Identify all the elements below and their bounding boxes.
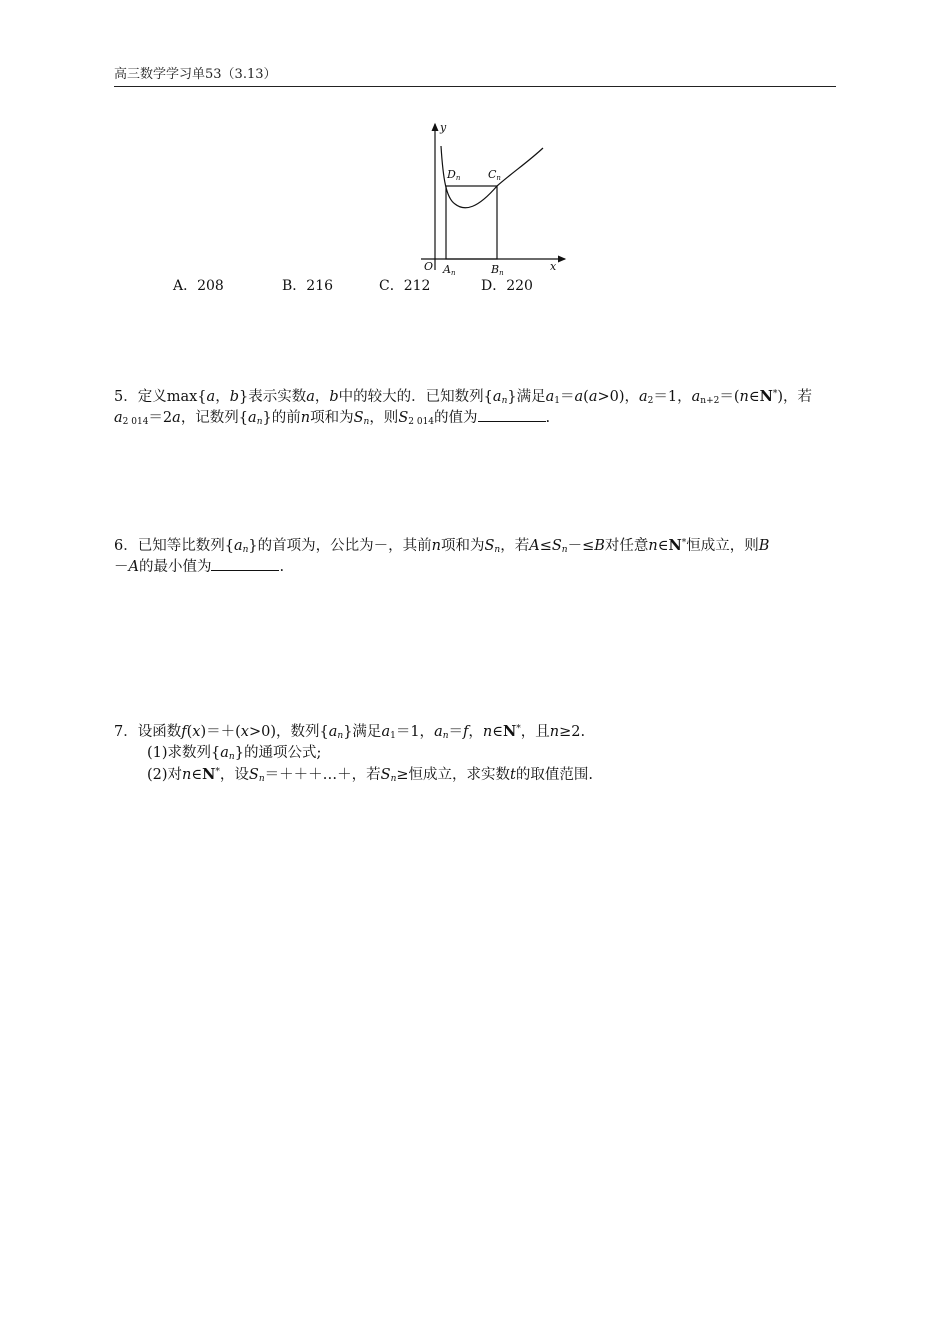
choice-A: A．208 — [173, 278, 224, 294]
origin-label: O — [424, 260, 434, 273]
q5-line-1: 5．定义max{a，b}表示实数a，b中的较大的．已知数列$\{a_n\}$满足$a_1=a(a>0)$，$a_2=1$，$a_{n+2}=(n\in N^*)$，若 — [114, 388, 813, 406]
answer-blank — [211, 558, 279, 571]
q7-part-1: (1)求数列$\{a_n\}$的通项公式; — [147, 745, 322, 762]
point-D-label: Dn — [447, 168, 461, 182]
answer-blank — [478, 409, 546, 422]
choice-B: B．216 — [282, 278, 334, 294]
function-graph-figure — [413, 118, 573, 280]
choice-C: C．212 — [379, 278, 431, 294]
graph-svg — [413, 118, 573, 280]
point-A-label: An — [443, 263, 456, 277]
q6-line-1: 6．已知等比数列$\{a_n\}$的首项为，公比为－，其前n项和为$S_n$，若$A\le S_n-\le B$对任意n∈N*恒成立，则B — [114, 537, 770, 555]
question-6 — [114, 535, 838, 578]
y-axis-label: y — [440, 121, 447, 134]
question-5 — [114, 386, 838, 429]
point-C-label: Cn — [488, 168, 501, 182]
header-title: 高三数学学习单53（3.13） — [114, 67, 277, 82]
q7-stem: 7．设函数f(x)＝＋(x>0)，数列$\{a_n\}$满足$a_1=1$，$a_n=f$，n∈N*，且n≥2. — [114, 723, 586, 741]
point-B-label: Bn — [491, 263, 504, 277]
q5-line-2: $a_{2 014}=2a$，记数列$\{a_n\}$的前n项和为$S_n$，则$S_{2 014}$的值为 . — [114, 410, 551, 427]
q7-part-2: (2)对n∈N*，设$S_n=+++\dots+$，若$S_n\ge$恒成立，求实数t的取值范围. — [147, 766, 593, 784]
x-axis-label: x — [550, 260, 557, 273]
page-header — [114, 66, 836, 87]
rectangle-AnBnCnDn — [446, 186, 497, 259]
q6-line-2: －A的最小值为 . — [114, 559, 285, 575]
choice-D: D．220 — [481, 278, 533, 294]
question-7 — [114, 721, 838, 786]
